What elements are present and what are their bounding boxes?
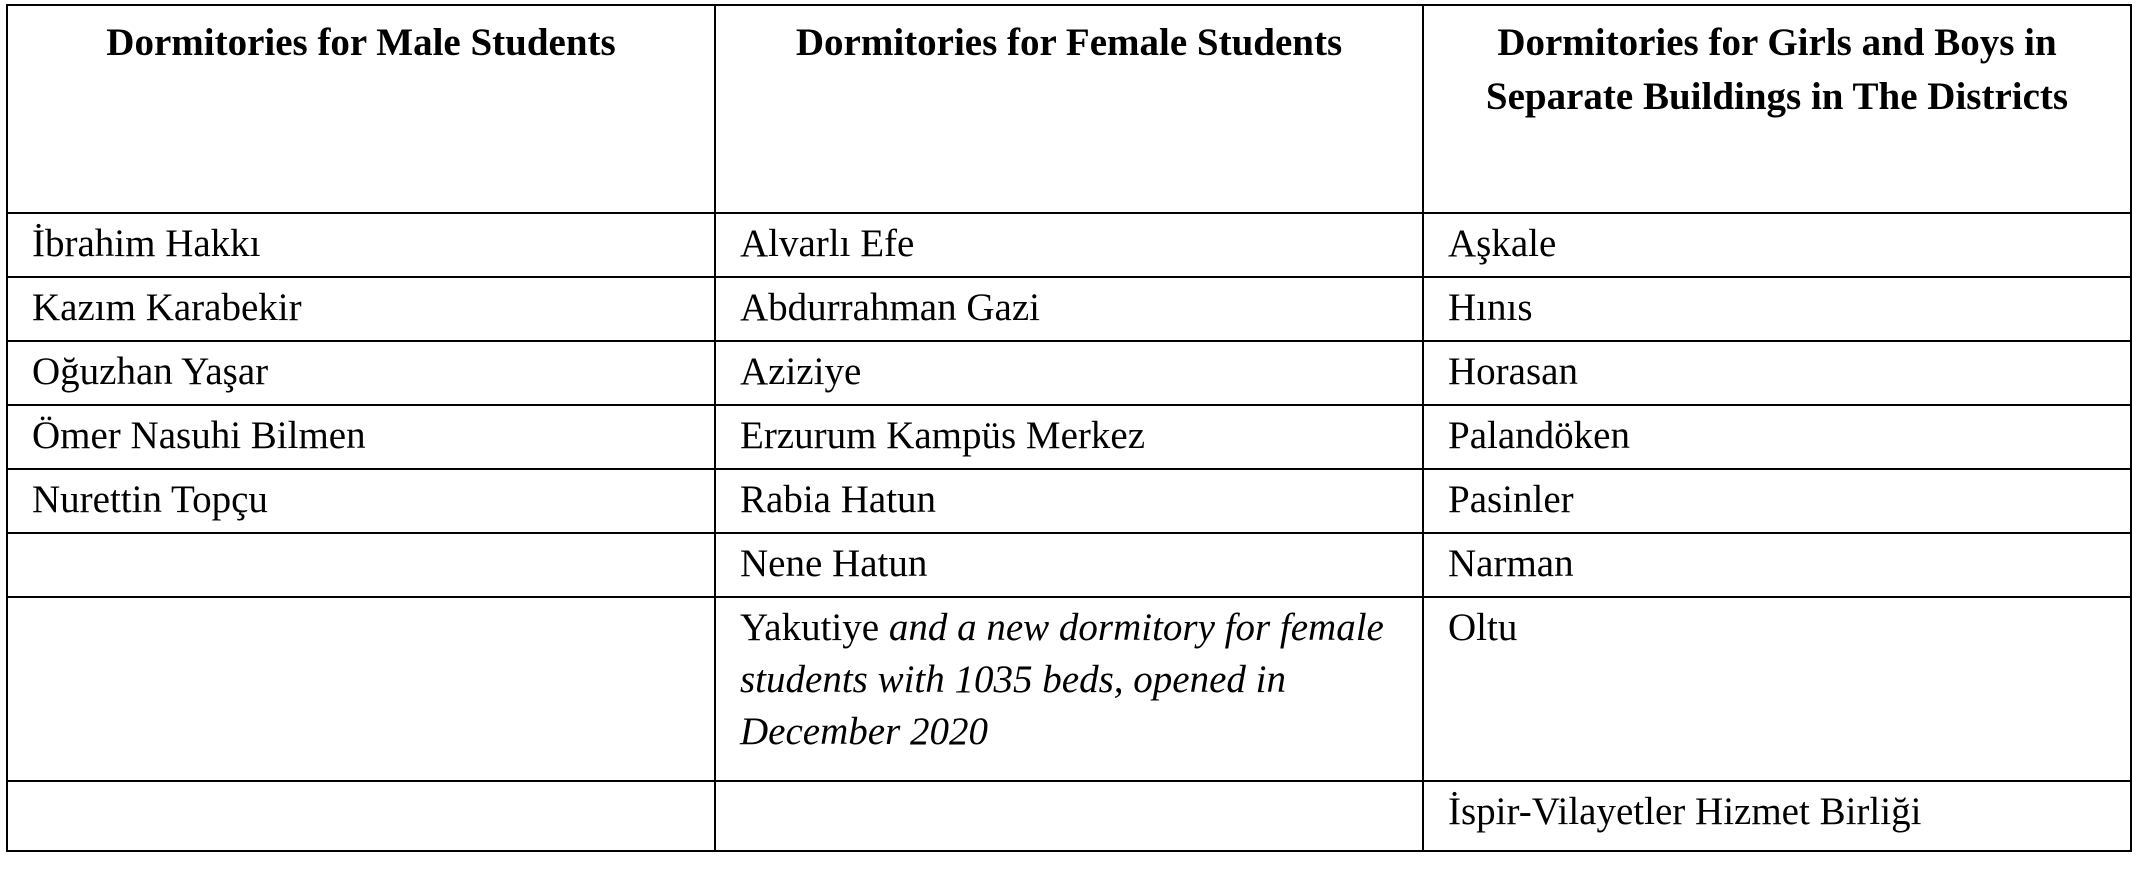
cell-districts: Pasinler [1423,469,2131,533]
cell-male: Kazım Karabekir [7,277,715,341]
table-row [7,781,2131,851]
table-row [7,405,2131,469]
cell-female: Abdurrahman Gazi [715,277,1423,341]
cell-male [7,781,715,851]
cell-female: Nene Hatun [715,533,1423,597]
table-row [7,469,2131,533]
cell-female: Yakutiye [740,606,880,649]
cell-districts: Palandöken [1423,405,2131,469]
table-row [7,597,2131,781]
cell-districts: Hınıs [1423,277,2131,341]
cell-female: Rabia Hatun [715,469,1423,533]
cell-male: Nurettin Topçu [7,469,715,533]
cell-districts: İspir-Vilayetler Hizmet Birliği [1423,781,2131,851]
table-row [7,341,2131,405]
cell-female: Alvarlı Efe [715,213,1423,277]
cell-districts: Aşkale [1423,213,2131,277]
header-row [7,5,2131,213]
cell-female: Erzurum Kampüs Merkez [715,405,1423,469]
header-male: Dormitories for Male Students [7,5,715,213]
dormitories-table [6,4,2132,852]
header-districts: Dormitories for Girls and Boys in Separate Buildings in The Districts [1423,5,2131,213]
cell-female [715,781,1423,851]
cell-female: Aziziye [715,341,1423,405]
cell-male: Ömer Nasuhi Bilmen [7,405,715,469]
cell-male [7,597,715,781]
cell-districts: Horasan [1423,341,2131,405]
cell-districts: Narman [1423,533,2131,597]
cell-male: İbrahim Hakkı [7,213,715,277]
cell-female-with-note [715,597,1423,781]
new-dormitory-note: and a new dormitory for female students with 1035 beds, opened in December 2020 [740,606,1384,753]
table-row [7,277,2131,341]
table-row [7,533,2131,597]
cell-male: Oğuzhan Yaşar [7,341,715,405]
cell-districts: Oltu [1423,597,2131,781]
table-row [7,213,2131,277]
cell-male [7,533,715,597]
header-female: Dormitories for Female Students [715,5,1423,213]
